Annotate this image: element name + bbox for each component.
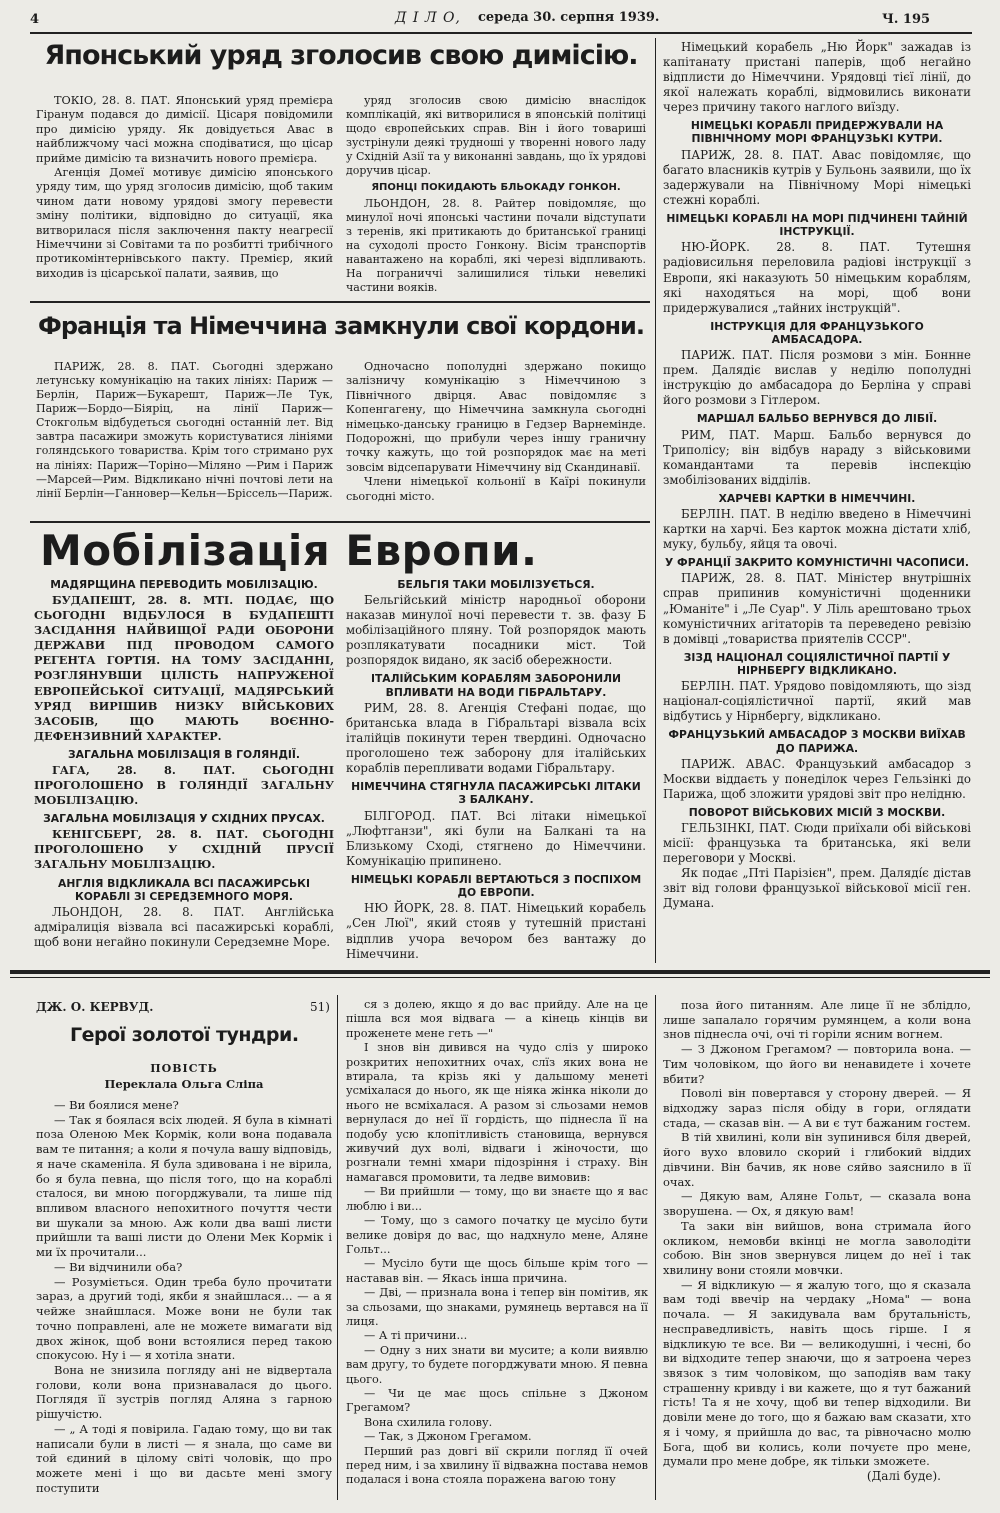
news-item-headline: МАРШАЛ БАЛЬБО ВЕРНУВСЯ ДО ЛІБІЇ. [696,412,938,426]
japan-paragraph: ТОКІО, 28. 8. ПАТ. Японський уряд премієра Гіранум подався до димісії. Цісаря повідомили про димісію уряду. Як довідується Авас в найближчому часі можна сподіватися, що цісар прийме димісію та визначить нового премієра. [36,94,333,165]
section-rule [30,301,650,303]
novel-paragraph: В тій хвилині, коли він зупинився біля дверей, його вухо вловило скорий і глибокий віддих дівчини. Він бачив, як нове сяйво заяснило в її очах. [663,1130,971,1189]
news-item-text: БЕРЛІН. ПАТ. В неділю введено в Німеччині картки на харчі. Без карток можна дістати хліб, муку, бульбу, яйця та овочі. [663,507,971,552]
news-item-text: ПАРИЖ, 28. 8. ПАТ. Міністер внутрішніх справ припинив комуністичні щоденники „Юманіте" і „Ле Суар". У Ліль арештовано трьох комуністичних агітаторів та переведено ревізію в домівці „товариства приятелів СССР". [663,571,971,646]
borders-paragraph: ПАРИЖ, 28. 8. ПАТ. Сьогодні здержано летунську комунікацію на таких лініях: Париж —Берлін, Париж—Букарешт, Париж—Ле Тук, Париж—Бордо—Біяріц, на лінії Париж—Стокгольм відбудеться сьогодні останній лет. Від завтра пасажири зможуть користуватися лініями голяндського товариства. Крім того стримано рух на лініях: Париж—Торіно—Міляно —Рим і Париж—Марсей—Рим. Відкликано нічні почтові лети на лінії Берлін—Ганновер—Кельн—Бріссель—Париж. [36,360,333,500]
prussia-subheadline: ЗАГАЛЬНА МОБІЛІЗАЦІЯ У СХІДНИХ ПРУСАХ. [43,812,325,826]
italy-paragraph: РИМ, 28. 8. Агенція Стефані подає, що британська влада в Гібральтарі візвала всіх італійців покинути терен твердині. Одночасно проголошено теж заборону для італійських кораблів перепливати водами Гібральтару. [346,700,646,776]
mobilization-headline: Мобілізація Европи. [40,526,538,575]
ships-subheadline: НІМЕЦЬКІ КОРАБЛІ ВЕРТАЮТЬСЯ З ПОСПІХОМ ДО ЕВРОПИ. [350,872,642,900]
novel-title: Герої золотої тундри. [70,1024,299,1046]
novel-translator: Переклала Ольга Сліпа [104,1077,264,1091]
novel-paragraph: — Розуміється. Один треба було прочитати зараз, а другий тоді, якби я знайшлася... — а я чейже знайшлася. Може вони не були так точно поправлені, але не можете вимагати від двох жінок, щоб вони встоялися перед такою спокусою. Ну і — я хотіла знати. [36,1274,332,1363]
mobilization-col2 [346,574,646,962]
novel-paragraph: Вона схилила голову. [364,1415,493,1429]
novel-separator [10,970,990,974]
novel-paragraph: — Ви відчинили оба? [54,1259,183,1274]
section-rule [30,521,650,523]
news-item-headline: НІМЕЦЬКІ КОРАБЛІ ПРИДЕРЖУВАЛИ НА ПІВНІЧНОМУ МОРІ ФРАНЦУЗЬКІ КУТРИ. [690,119,944,146]
novel-paragraph: — Тому, що з самого початку це мусіло бути велике довіря до вас, що надхнуло мене, Аляне Гольт... [346,1214,648,1256]
novel-paragraph: — З Джоном Грегамом? — повторила вона. — Тим чоловіком, що його ви ненавидете і хочете вбити? [663,1042,971,1086]
novel-paragraph: поза його питанням. Але лице її не зблідло, лише запалало горячим румянцем, а коли вона знов піднесла очі, очі ті горіли ясним вогнем. [663,998,971,1042]
novel-paragraph: Поволі він повертався у сторону дверей. — Я відходжу зараз після обіду в гори, оглядати стада, — сказав він. — А ви є тут бажаним гостем. [663,1086,971,1130]
japan-article-col1 [36,94,333,281]
page-number: 4 [30,12,40,27]
italy-subheadline: ІТАЛІЙСЬКИМ КОРАБЛЯМ ЗАБОРОНИЛИ ВПЛИВАТИ НА ВОДИ ГІБРАЛЬТАРУ. [370,672,622,699]
novel-continued: (Далі буде). [866,1469,941,1483]
novel-installment: 51) [310,1000,330,1014]
novel-paragraph: — Дві, — признала вона і тепер він помітив, як за сльозами, що знаками, румянець вертався на її лиця. [346,1286,648,1328]
issue-date: середа 30. серпня 1939. [478,10,660,25]
japan-paragraph: Агенція Домеї мотивує димісію японського уряду тим, що уряд зголосив димісію, щоб таким чином дати новому урядові змогу перевести зміну політики, відповідно до ситуації, яка витворилася після заключення пакту неагресії Німеччини зі Совітами та по розбитті трибічного протикомінтернівського пакту. Премієр, який виходив із цісарської палати, заявив, що [36,166,333,280]
england-subheadline: АНГЛІЯ ВІДКЛИКАЛА ВСІ ПАСАЖИРСЬКІ КОРАБЛІ ЗІ СЕРЕДЗЕМНОГО МОРЯ. [58,876,310,903]
news-item-headline: НІМЕЦЬКІ КОРАБЛІ НА МОРІ ПІДЧИНЕНІ ТАЙНІЙ ІНСТРУКЦІЇ. [666,211,968,239]
novel-col2 [346,998,648,1488]
header-rule [30,32,972,34]
ny-ship-paragraph: Німецький корабель „Ню Йорк" зажадав із капітанату пристані паперів, щоб негайно відплисти до Німеччини. Урядовці тієї лінії, до якої належать кораблі, відмовились виконати через причину такого наглого виїзду. [663,40,971,115]
novel-col-divider [655,995,656,1500]
holland-paragraph: ГАГА, 28. 8. ПАТ. СЬОГОДНІ ПРОГОЛОШЕНО В ГОЛЯНДІЇ ЗАГАЛЬНУ МОБІЛІЗАЦІЮ. [34,762,334,808]
novel-paragraph: — „ А тоді я повірила. Гадаю тому, що ви так написали були в листі — я знала, що саме ви той єдиний в цілому світі чоловік, що про можете мені і що ви дасьте мені змогу поступити [36,1421,332,1495]
novel-paragraph: — Чи це має щось спільне з Джоном Грегамом? [346,1386,648,1415]
news-item-headline: ФРАНЦУЗЬКИЙ АМБАСАДОР З МОСКВИ ВИЇХАВ ДО ПАРИЖА. [668,728,966,755]
japan-article-col2 [346,94,646,296]
borders-paragraph: Одночасно пополудні здержано покищо залізничу комунікацію з Німеччиною з Північного двірця. Авас повідомляє з Копенгагену, що Німеччина замкнула сьогодні німецько-данську границю в Гедзер Варнемінде. Подорожні, що прибули через іншу граничну точку кажуть, що той розпорядок має на меті зовсім відсепарувати Німеччину від Скандинавії. [346,360,646,474]
column-divider [655,38,656,963]
novel-paragraph: Та заки він вийшов, вона стримала його окликом, немовби вкінці не могла заволодіти собою. Він знов звернувся лицем до неї і так хвилину вони стояли мовчки. [663,1218,971,1277]
novel-paragraph: — А ті причини... [364,1329,468,1343]
holland-subheadline: ЗАГАЛЬНА МОБІЛІЗАЦІЯ В ГОЛЯНДІЇ. [67,747,300,761]
news-item-text: ПАРИЖ, 28. 8. ПАТ. Авас повідомляє, що багато власників кутрів у Бульонь заявили, що їх задержували на Північному Морі німецькі стежні кораблі. [663,147,971,207]
news-item-headline: У ФРАНЦІЇ ЗАКРИТО КОМУНІСТИЧНІ ЧАСОПИСИ. [665,556,969,570]
news-item-headline: ПОВОРОТ ВІЙСЬКОВИХ МІСІЙ З МОСКВИ. [688,805,946,819]
news-item-headline: ЗІЗД НАЦІОНАЛ СОЦІЯЛІСТИЧНОЇ ПАРТІЇ У НІРНБЕРГУ ВІДКЛИКАНО. [683,650,951,677]
borders-paragraph: Члени німецької кольонії в Каїрі покинули сьогодні місто. [346,475,646,503]
novel-paragraph: — Я відкликую — я жалую того, що я сказала вам тоді ввечір на чердаку „Нома" — вона почала. — Я закидувала вам брутальність, несправедливість, навіть щось гірше. І я відкликую те все. Ви — великодушні, і чесні, бо ви відходите тепер знаючи, що я затроена через звязок з тим чоловіком, що заподіяв вам таку страшенну кривду і ви кажете, що я тут бажаний гість! Та я не хочу, щоб ви тепер відходили. Ви довіли мене до того, що я бажаю вам сказати, хто я і чому, я прийшла до вас, та рівночасно молю Бога, щоб ви колись, коли почуєте про мене, думали про мене добре, як тільки зможете. [663,1277,971,1469]
japan-headline: Японський уряд зголосив свою димісію. [44,40,638,71]
issue-number: Ч. 195 [882,12,931,27]
borders-headline: Франція та Німеччина замкнули свої кордони. [38,312,644,340]
novel-paragraph: — Дякую вам, Аляне Гольт, — сказала вона зворушена. — Ох, я дякую вам! [663,1189,971,1219]
novel-paragraph: — Ви боялися мене? [54,1098,179,1112]
news-item-text: НЮ-ЙОРК. 28. 8. ПАТ. Тутешня радіовисильня переловила радіові інструкції з Европи, які наказують 50 німецьким кораблям, які находяться на морі, щоб вони придержувалися „тайних інструкцій". [663,240,971,315]
japan-paragraph: уряд зголосив свою димісію внаслідок комплікацій, які витворилися в японській політиці щодо європейських справ. Він і його товариші зустрінули деякі трудноші у творенні нового ладу у Східній Азії та у виконанні завдань, що їх урядові доручив цісар. [346,94,646,178]
hongkong-subheadline: ЯПОНЦІ ПОКИДАЮТЬ БЛЬОКАДУ ГОНКОН. [371,182,621,194]
belgium-paragraph: Бельгійський міністр народньої оборони наказав минулої ночі перевести т. зв. фазу Б мобілізаційного пляну. Той розпорядок мають розплякатувати посадники міст. Той розпорядок видано, як засіб обережности. [346,593,646,668]
news-item-text: БЕРЛІН. ПАТ. Урядово повідомляють, що зізд націонал-соціялістичної партії, який мав відбутись у Нірнбергу, відкликано. [663,679,971,724]
novel-col3 [663,998,971,1485]
right-news-column [663,40,971,911]
hungary-subheadline: МАДЯРЩИНА ПЕРЕВОДИТЬ МОБІЛІЗАЦІЮ. [50,578,318,591]
mobilization-col1 [34,574,334,950]
novel-paragraph: — Так, з Джоном Грегамом. [364,1430,532,1444]
news-item-text: ГЕЛЬЗІНКІ, ПАТ. Сюди приїхали обі військові місії: французька та британська, які вели переговори у Москві. [663,821,971,866]
balkans-paragraph: БІЛГОРОД. ПАТ. Всі літаки німецької „Люфтганзи", які були на Балкані та на Близькому Сході, стягнено до Німеччини. Комунікацію припинено. [346,808,646,868]
balkans-subheadline: НІМЕЧЧИНА СТЯГНУЛА ПАСАЖИРСЬКІ ЛІТАКИ З БАЛКАНУ. [351,780,641,807]
news-item-headline: ХАРЧЕВІ КАРТКИ В НІМЕЧЧИНІ. [718,491,916,505]
novel-paragraph: І знов він дивився на чудо сліз у широко розкритих непохитних очах, слїз яких вона не втирала, та крізь які у дальшому менеті усміхалася до нього, як ще ніяка жінка ніколи до нього не всміхалася. А разом зі сльозами немов вернулася до неї її гордість, що піднесла її на подобу усю клопітливість становища, вернувся живучий дух волі, відваги і жіночости, що розгнали темні хмари підозріння і страху. Він намагався промовити, та ледве вимовив: [346,1041,648,1184]
news-item-text: РИМ, ПАТ. Марш. Бальбо вернувся до Триполісу; він відбув нараду з військовими командантами та перевів інспекцію змобілізованих відділів. [663,427,971,487]
novel-paragraph: — Ви прийшли — тому, що ви знаєте що я вас люблю і ви... [346,1185,648,1213]
borders-article-col2 [346,360,646,504]
news-item-text: Як подає „Пті Парізієн", прем. Даляді́є дістав звіт від голови французької військової місії ген. Думана. [663,866,971,911]
news-item-text: ПАРИЖ. ПАТ. Після розмови з мін. Боннне прем. Далядіє вислав у неділю пополудні інструкцію до амбасадора до Берліна у справі його розмови з Гітлером. [663,348,971,408]
novel-col1 [36,1098,332,1495]
borders-article-col1 [36,360,333,501]
prussia-paragraph: КЕНІГСБЕРГ, 28. 8. ПАТ. СЬОГОДНІ ПРОГОЛОШЕНО У СХІДНІЙ ПРУСІЇ ЗАГАЛЬНУ МОБІЛІЗАЦІЮ. [34,827,334,872]
novel-separator-thin [10,977,990,978]
novel-paragraph: ся з долею, якщо я до вас прийду. Але на це пішла вся моя відвага — а кінець кінців ви проженете мене геть —" [346,998,648,1040]
ships-paragraph: НЮ ЙОРК, 28. 8. ПАТ. Німецький корабель „Сен Люї", який стояв у тутешній пристані відплив учора вечором без вантажу до Німеччини. [346,901,646,961]
novel-paragraph: — Мусіло бути ще щось більше крім того — наставав він. — Якась інша причина. [346,1257,648,1285]
hungary-paragraph: БУДАПЕШТ, 28. 8. МТІ. ПОДАЄ, ЩО СЬОГОДНІ ВІДБУЛОСЯ В БУДАПЕШТІ ЗАСІДАННЯ НАЙВИЩОЇ РАДИ ОБОРОНИ ДЕРЖАВИ ПІД ПРОВОДОМ САМОГО РЕГЕНТА ГОРТІЯ. НА ТОМУ ЗАСІДАННІ, РОЗГЛЯНУВШИ ЦІЛІСТЬ НАПРУЖЕНОЇ ЕВРОПЕЙСЬКОЇ СИТУАЦІЇ, МАДЯРСЬКИЙ УРЯД ВИРІШИВ НИЗКУ ВІЙСЬКОВИХ ЗАСОБІВ, ЩО МАЮТЬ ВОЄННО-ДЕФЕНЗИВНИЙ ХАРАКТЕР. [34,593,334,743]
novel-paragraph: — Так я боялася всіх людей. Я була в кімнаті поза Оленою Мек Кормік, коли вона подавала вам те питання; а коли я почула вашу відповідь, я наче скаменіла. Я була здивована і не вірила, бо я була певна, що після того, що на кораблі сталося, ви мною погорджували, та лише під впливом власного непохитного почуття чести ви шукали за мною. Аж коли два ваші листи прийшли та ваші листи до Олени Мек Кормік і ми їх прочитали... [36,1112,332,1260]
hongkong-paragraph: ЛЬОНДОН, 28. 8. Райтер повідомляє, що минулої ночі японські частини почали відступати з теренів, які притикають до британської границі на суходолі просто Гонкону. Вісім транспортів навантажено на кораблі, які черезі відпливають. На пограниччі залишилися тільки невеликі частини вояків. [346,196,646,295]
novel-paragraph: Вона не знизила погляду ані не відвертала голови, коли вона признавалася до цього. Поглядя її зустрів погляд Аляна з гарною рішучістю. [36,1362,332,1422]
england-paragraph: ЛЬОНДОН, 28. 8. ПАТ. Англійська адміралиція візвала всі пасажирські кораблі, щоб вони негайно покинули Середземне Море. [34,905,334,950]
novel-author: ДЖ. О. КЕРВУД. [36,1000,154,1014]
novel-genre: ПОВІСТЬ [150,1062,218,1075]
novel-col-divider [337,995,338,1500]
belgium-subheadline: БЕЛЬГІЯ ТАКИ МОБІЛІЗУЄТЬСЯ. [397,578,595,591]
novel-paragraph: — Одну з них знати ви мусите; а коли виявлю вам другу, то будете погорджувати мною. Я певна цього. [346,1343,648,1386]
novel-paragraph: Перший раз довгі вії скрили погляд її очей перед ним, і за хвилину її відважна постава немов подалася і вона стояла поражена вагою тону [346,1444,648,1487]
news-item-headline: ІНСТРУКЦІЯ ДЛЯ ФРАНЦУЗЬКОГО АМБАСАДОРА. [710,319,924,346]
newspaper-name: Д І Л О, [395,10,461,26]
news-item-text: ПАРИЖ. АВАС. Французький амбасадор з Москви віддаєть у понеділок через Гельзінкі до Парижа, щоб зложити урядові звіт про нелідню. [663,756,971,801]
